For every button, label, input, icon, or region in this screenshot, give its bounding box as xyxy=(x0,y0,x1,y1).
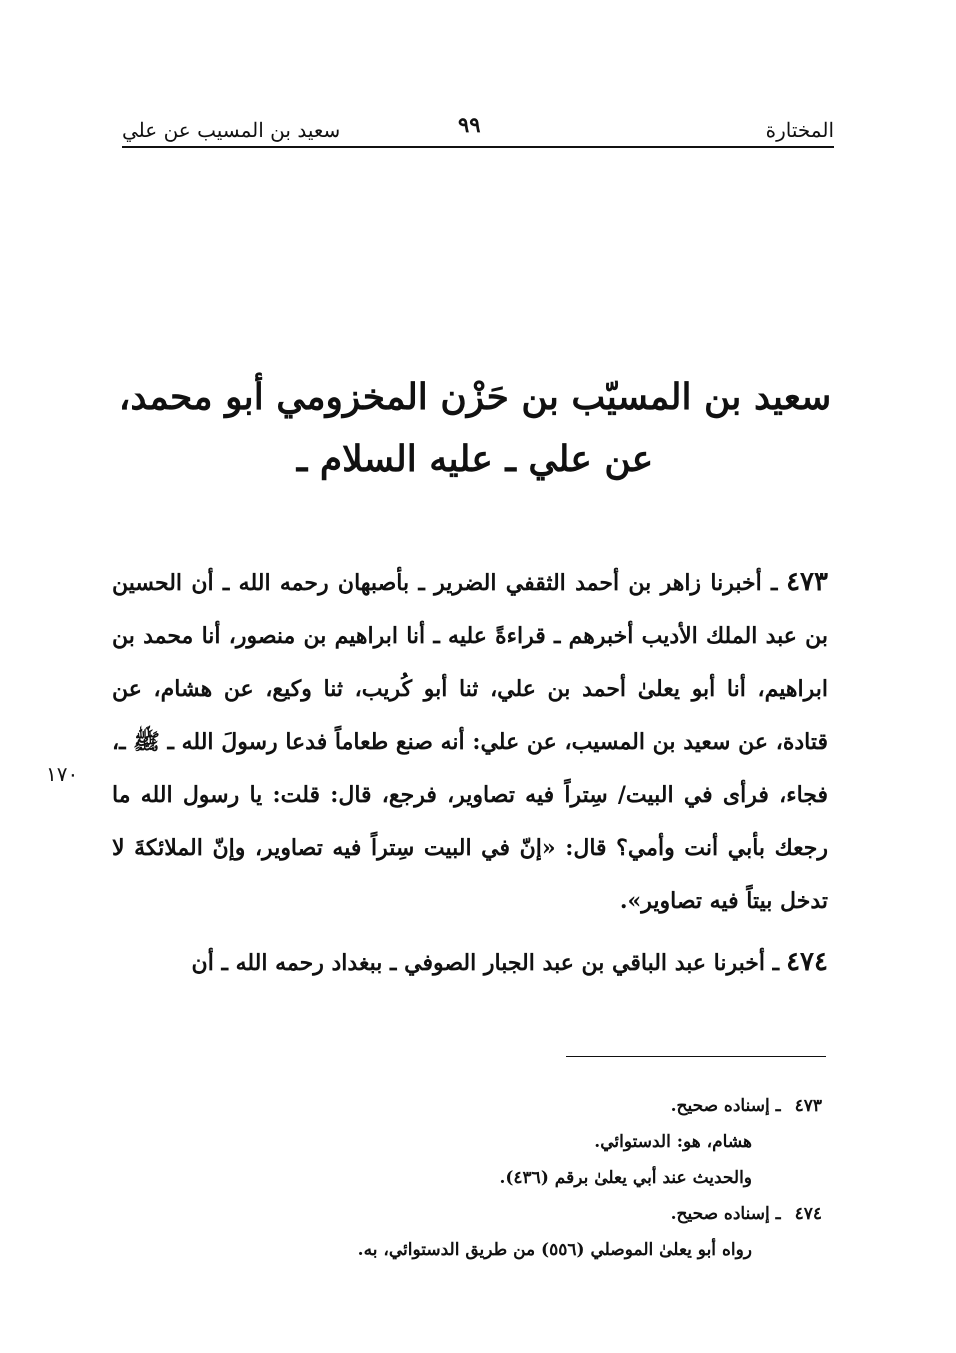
footnote-line xyxy=(222,1232,752,1268)
chapter-running-title: سعيد بن المسيب عن علي xyxy=(122,118,341,142)
footnote-number: ٤٧٣ xyxy=(794,1096,822,1116)
footnote-text: ـ إسناده صحيح. xyxy=(670,1096,781,1116)
footnote-line xyxy=(222,1124,752,1160)
book-title: المختارة xyxy=(765,118,834,142)
hadith-text: ـ أخبرنا عبد الباقي بن عبد الجبار الصوفي ـ ببغداد رحمه الله ـ أن xyxy=(191,950,780,976)
footnotes xyxy=(222,1088,822,1268)
footnote-line xyxy=(222,1196,822,1232)
footnote-text: رواه أبو يعلىٰ الموصلي (٥٥٦) من طريق الدستوائي، به. xyxy=(357,1240,752,1260)
main-text xyxy=(112,556,828,998)
footnote-number: ٤٧٤ xyxy=(794,1204,822,1224)
footnote-text: هشام، هو: الدستوائي. xyxy=(594,1132,752,1152)
footnote-text: والحديث عند أبي يعلىٰ برقم (٤٣٦). xyxy=(499,1168,752,1188)
chapter-heading xyxy=(110,366,840,490)
footnote-line xyxy=(222,1088,822,1124)
hadith-entry xyxy=(112,556,828,928)
footnote-line xyxy=(222,1160,752,1196)
footnote-divider xyxy=(566,1056,826,1057)
hadith-number: ٤٧٤ xyxy=(786,947,828,977)
footnote-text: ـ إسناده صحيح. xyxy=(670,1204,781,1224)
page-number: ٩٩ xyxy=(458,112,481,137)
running-header xyxy=(122,112,834,148)
hadith-number: ٤٧٣ xyxy=(786,567,828,597)
chapter-heading-line1: سعيد بن المسيّب بن حَزْن المخزومي أبو محمد، xyxy=(118,376,832,418)
chapter-heading-line2: عن علي ـ عليه السلام ـ xyxy=(296,438,654,480)
hadith-entry xyxy=(112,936,828,990)
hadith-text: ـ أخبرنا زاهر بن أحمد الثقفي الضرير ـ بأصبهان رحمه الله ـ أن الحسين بن عبد الملك الأديب أخبرهم ـ قراءةً عليه ـ أنا ابراهيم بن منصور، أنا محمد بن ابراهيم، أنا أبو يعلىٰ أحمد بن علي، ثنا أبو كُريب، ثنا وكيع، عن هشام، عن قتادة، عن سعيد بن المسيب، عن علي: أنه صنع طعاماً فدعا رسولَ الله ـ ﷺ ـ، فجاء، فرأى في البيت/ سِتراً فيه تصاوير، فرجع، قال: قلت: يا رسول الله ما رجعك بأبي أنت وأمي؟ قال: «إنّ في البيت سِتراً فيه تصاوير، وإنّ الملائكةَ لا تدخل بيتاً فيه تصاوير». xyxy=(112,570,828,914)
margin-folio-number: ١٧٠ xyxy=(46,762,79,786)
